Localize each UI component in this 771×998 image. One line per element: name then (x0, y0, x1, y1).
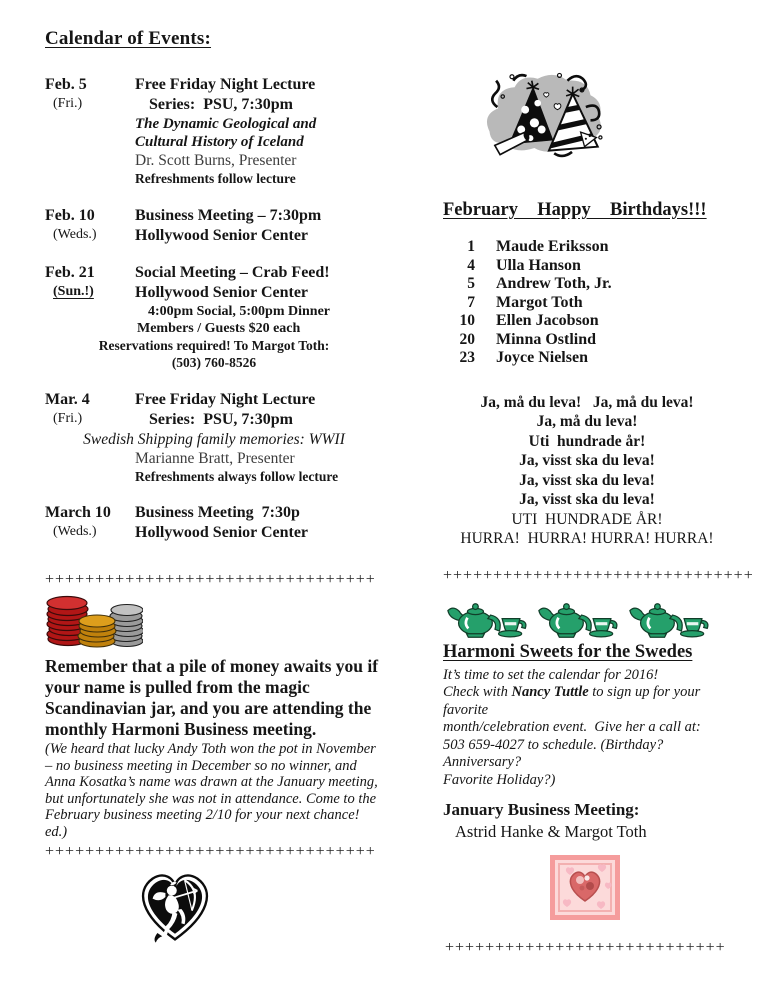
event-detail-price: Members / Guests $20 each (137, 321, 301, 336)
teapot-and-teacup-icon (448, 603, 526, 637)
event-topic-line1: The Dynamic Geological and (135, 116, 317, 132)
sweets-line-post: to sign up for your favorite (443, 684, 704, 718)
birthday-name: Minna Ostlind (496, 330, 597, 348)
event-date-column (45, 75, 131, 113)
calendar-event-feb10 (45, 206, 383, 246)
birthday-row (443, 275, 743, 294)
song-line: HURRA! HURRA! HURRA! HURRA! (460, 530, 714, 547)
birthdays-heading: February Happy Birthdays!!! (443, 200, 707, 220)
birthday-list (443, 238, 743, 368)
event-weekday: (Weds.) (53, 227, 97, 242)
birthday-day: 1 (467, 238, 475, 255)
birthday-row (443, 294, 743, 313)
event-note: Refreshments follow lecture (135, 171, 296, 186)
song-line: Ja, visst ska du leva! (519, 491, 655, 508)
money-jar-announcement: Remember that a pile of money awaits you if your name is pulled from the magic Scandinavian jar, and you are attending the monthly Harmoni Business meeting. (45, 656, 383, 739)
birthday-name: Joyce Nielsen (496, 349, 588, 366)
song-line: Ja, visst ska du leva! (519, 471, 655, 489)
song-line: Uti hundrade år! (528, 432, 646, 450)
divider-plus-row: +++++++++++++++++++++++++++++++++ (45, 571, 376, 588)
birthday-song (443, 393, 731, 549)
event-weekday: (Weds.) (53, 524, 97, 539)
event-topic: Swedish Shipping family memories: WWII (83, 431, 345, 448)
divider-plus-row: ++++++++++++++++++++++++++++ (445, 939, 726, 956)
event-detail-phone: (503) 760-8526 (171, 355, 257, 370)
coin-stacks-icon (45, 593, 383, 653)
birthday-day: 4 (467, 256, 475, 274)
sweets-line: It’s time to set the calendar for 2016! (443, 666, 659, 683)
event-subtitle: Series: PSU, 7:30pm (149, 411, 293, 428)
event-title: Business Meeting 7:30p (135, 504, 300, 521)
event-date-column (45, 263, 131, 301)
teapot-and-teacup-icon (539, 603, 617, 637)
sweets-line: month/celebration event. Give her a call at: (443, 719, 701, 735)
calendar-event-feb21 (45, 263, 383, 371)
birthday-row (443, 349, 743, 368)
event-date: March 10 (45, 504, 111, 521)
song-line: Ja, må du leva! (536, 413, 638, 430)
birthday-name: Margot Toth (496, 293, 583, 311)
sweets-line-phone: 503 659-4027 to schedule. (Birthday? Anniversary? (443, 736, 667, 770)
teapot-and-teacup-icon (630, 603, 708, 637)
song-line: Ja, visst ska du leva! (519, 452, 655, 469)
event-title: Social Meeting – Crab Feed! (135, 264, 330, 281)
event-location: Hollywood Senior Center (135, 227, 309, 244)
event-presenter: Dr. Scott Burns, Presenter (135, 152, 297, 169)
event-note: Refreshments always follow lecture (135, 469, 339, 484)
sweets-heading: Harmoni Sweets for the Swedes (443, 641, 693, 662)
birthday-name: Andrew Toth, Jr. (496, 275, 612, 292)
event-date-column (45, 503, 131, 541)
january-meeting-heading: January Business Meeting: (443, 800, 640, 819)
left-column (45, 28, 383, 950)
birthday-row (443, 257, 743, 276)
birthday-name: Ulla Hanson (496, 256, 581, 274)
event-title: Free Friday Night Lecture (135, 391, 316, 408)
sweets-line (443, 684, 743, 719)
event-weekday: (Sun.!) (53, 284, 94, 299)
event-presenter: Marianne Bratt, Presenter (135, 450, 295, 467)
event-detail-reservations: Reservations required! To Margot Toth: (98, 338, 330, 353)
event-location: Hollywood Senior Center (135, 524, 309, 541)
sweets-line-pre: Check with (443, 684, 512, 700)
birthday-row (443, 331, 743, 350)
party-hats-streamers-icon (475, 50, 743, 185)
january-meeting-hosts: Astrid Hanke & Margot Toth (455, 822, 647, 841)
birthday-row (443, 312, 743, 331)
event-date-column (45, 390, 131, 428)
calendar-event-mar10 (45, 503, 383, 543)
event-title: Business Meeting – 7:30pm (135, 207, 322, 224)
event-detail-times: 4:00pm Social, 5:00pm Dinner (148, 304, 330, 319)
contact-name: Nancy Tuttle (511, 684, 589, 700)
event-weekday: (Fri.) (53, 411, 83, 426)
birthday-day: 7 (467, 293, 475, 311)
sweets-line: Favorite Holiday?) (443, 771, 556, 788)
divider-plus-row: +++++++++++++++++++++++++++++++ (443, 566, 754, 584)
cupid-heart-icon (135, 865, 383, 950)
calendar-event-feb5 (45, 75, 383, 187)
right-column (443, 50, 754, 958)
calendar-heading: Calendar of Events: (45, 28, 212, 49)
event-date: Feb. 10 (45, 207, 95, 224)
event-weekday: (Fri.) (53, 96, 83, 111)
divider-plus-row: +++++++++++++++++++++++++++++++++ (45, 843, 376, 860)
birthday-name: Ellen Jacobson (496, 312, 599, 329)
calendar-event-mar4 (45, 390, 383, 485)
birthday-day: 10 (459, 312, 475, 329)
event-date-column (45, 206, 131, 244)
birthday-name: Maude Eriksson (496, 238, 609, 255)
birthday-day: 5 (467, 275, 475, 292)
song-line: Ja, må du leva! Ja, må du leva! (480, 393, 694, 411)
birthday-day: 23 (459, 349, 475, 366)
sweets-note (443, 667, 743, 790)
event-title: Free Friday Night Lecture (135, 76, 316, 93)
birthday-day: 20 (459, 330, 475, 348)
event-subtitle: Series: PSU, 7:30pm (149, 96, 293, 113)
event-date: Feb. 5 (45, 76, 87, 93)
birthday-row (443, 238, 743, 257)
event-date: Mar. 4 (45, 391, 90, 408)
event-location: Hollywood Senior Center (135, 284, 309, 301)
song-line: UTI HUNDRADE ÅR! (511, 510, 663, 528)
teapot-row (447, 591, 743, 641)
valentine-card-icon (550, 855, 743, 925)
event-date: Feb. 21 (45, 264, 95, 281)
event-topic-line2: Cultural History of Iceland (135, 134, 304, 150)
money-jar-editor-note: (We heard that lucky Andy Toth won the pot in November – no business meeting in December so no winner, and Anna Kosatka’s name was drawn at the January meeting, but unfortunately she was not in attendance. Come to the February business meeting 2/10 for your next chance! ed.) (45, 741, 382, 840)
